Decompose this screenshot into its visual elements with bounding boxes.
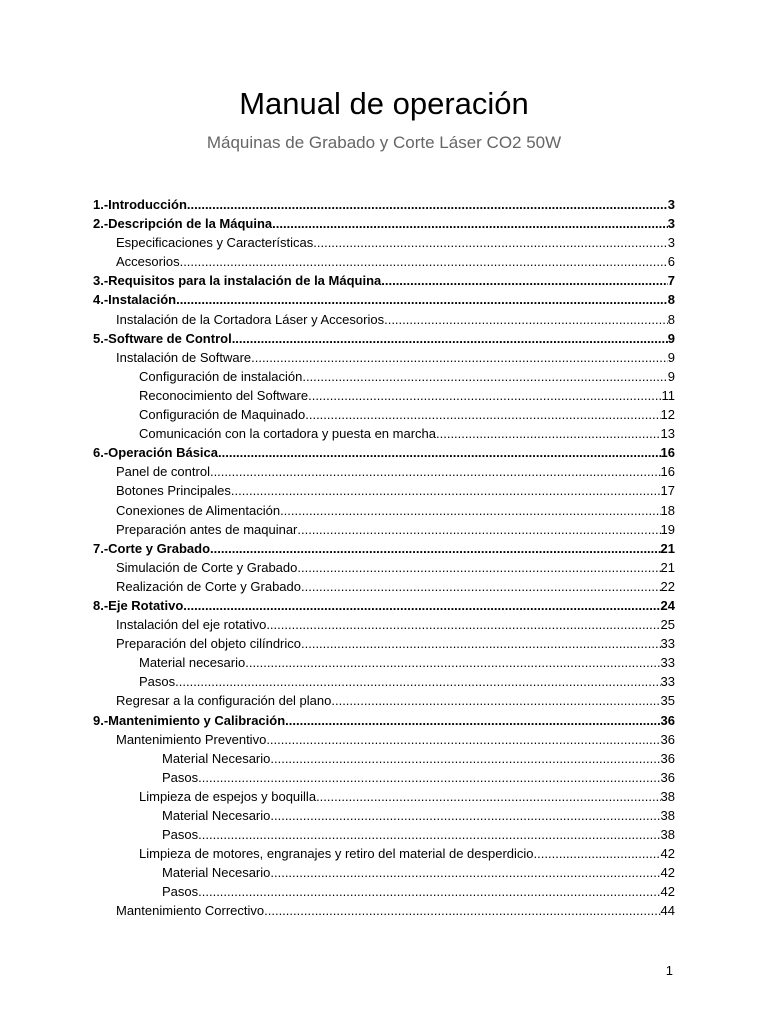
- toc-entry[interactable]: [93, 577, 675, 596]
- toc-entry[interactable]: [93, 901, 675, 920]
- document-subtitle: Máquinas de Grabado y Corte Láser CO2 50W: [206, 133, 562, 152]
- toc-entry[interactable]: [93, 768, 675, 787]
- toc-dot-leader: [331, 691, 660, 710]
- toc-entry[interactable]: [93, 653, 675, 672]
- toc-entry-page: 38: [660, 827, 675, 843]
- toc-dot-leader: [218, 443, 661, 462]
- toc-entry-page: 33: [660, 655, 675, 671]
- toc-dot-leader: [301, 634, 661, 653]
- toc-dot-leader: [381, 271, 668, 290]
- toc-entry[interactable]: [93, 634, 675, 653]
- toc-dot-leader: [384, 310, 668, 329]
- toc-entry-page: 33: [660, 674, 675, 690]
- toc-entry-page: 3: [667, 197, 675, 212]
- toc-dot-leader: [297, 520, 660, 539]
- toc-entry[interactable]: [93, 501, 675, 520]
- toc-entry[interactable]: [93, 443, 675, 462]
- toc-entry-page: 18: [660, 502, 675, 518]
- toc-entry-title: 8.-Eje Rotativo: [93, 597, 184, 613]
- toc-entry[interactable]: [93, 329, 675, 348]
- toc-entry-page: 11: [661, 387, 675, 403]
- toc-entry-title: Realización de Corte y Grabado: [116, 578, 301, 594]
- toc-entry-title: Material necesario: [139, 655, 246, 671]
- toc-entry-title: Pasos: [162, 827, 199, 843]
- toc-entry-title: Accesorios: [116, 254, 180, 270]
- toc-entry-title: 3.-Requisitos para la instalación de la Máquina: [93, 273, 382, 289]
- toc-entry-title: Especificaciones y Características: [116, 235, 314, 251]
- toc-entry-page: 9: [667, 368, 675, 384]
- toc-entry[interactable]: [93, 348, 675, 367]
- toc-entry[interactable]: [93, 691, 675, 710]
- toc-dot-leader: [175, 672, 660, 691]
- toc-entry[interactable]: [93, 882, 675, 901]
- toc-entry[interactable]: [93, 195, 675, 214]
- toc-entry-page: 19: [660, 521, 675, 537]
- toc-entry-page: 8: [667, 311, 675, 327]
- toc-entry[interactable]: [93, 711, 675, 730]
- toc-entry[interactable]: [93, 596, 675, 615]
- toc-entry-title: Material Necesario: [162, 865, 271, 881]
- toc-entry[interactable]: [93, 806, 675, 825]
- toc-entry-page: 17: [660, 483, 675, 499]
- toc-entry-title: 4.-Instalación: [93, 292, 177, 308]
- toc-dot-leader: [198, 882, 660, 901]
- toc-entry-title: Preparación del objeto cilíndrico: [116, 636, 301, 652]
- toc-entry[interactable]: [93, 730, 675, 749]
- toc-entry[interactable]: [93, 844, 675, 863]
- toc-entry-page: 9: [667, 349, 675, 365]
- toc-entry-title: Configuración de Maquinado: [139, 407, 306, 423]
- toc-entry[interactable]: [93, 424, 675, 443]
- toc-entry-page: 24: [660, 597, 675, 613]
- toc-entry[interactable]: [93, 405, 675, 424]
- toc-dot-leader: [270, 863, 660, 882]
- toc-entry-page: 21: [660, 559, 675, 575]
- toc-entry-title: Pasos: [162, 769, 199, 785]
- toc-entry[interactable]: [93, 233, 675, 252]
- toc-entry[interactable]: [93, 520, 675, 539]
- toc-entry-page: 42: [660, 846, 675, 862]
- toc-entry[interactable]: [93, 558, 675, 577]
- toc-entry[interactable]: [93, 214, 675, 233]
- toc-dot-leader: [176, 290, 668, 309]
- toc-dot-leader: [245, 653, 660, 672]
- toc-entry-page: 38: [660, 788, 675, 804]
- toc-entry-title: Simulación de Corte y Grabado: [116, 559, 298, 575]
- toc-entry[interactable]: [93, 749, 675, 768]
- toc-dot-leader: [534, 844, 661, 863]
- toc-dot-leader: [187, 195, 668, 214]
- toc-dot-leader: [198, 768, 660, 787]
- toc-entry-page: 44: [660, 903, 675, 919]
- toc-dot-leader: [251, 348, 668, 367]
- toc-entry-title: 5.-Software de Control: [93, 330, 232, 346]
- toc-entry-title: 6.-Operación Básica: [93, 445, 218, 461]
- toc-entry[interactable]: [93, 290, 675, 309]
- toc-entry-page: 6: [667, 254, 675, 270]
- toc-entry-page: 8: [667, 292, 675, 308]
- toc-entry-page: 16: [660, 445, 675, 461]
- toc-dot-leader: [285, 711, 660, 730]
- toc-entry-title: Instalación de la Cortadora Láser y Accesorios: [116, 311, 385, 327]
- toc-entry-title: Configuración de instalación: [139, 368, 303, 384]
- toc-entry-page: 9: [667, 330, 675, 346]
- toc-entry-page: 38: [660, 808, 675, 823]
- toc-dot-leader: [280, 501, 660, 520]
- toc-entry[interactable]: [93, 310, 675, 329]
- toc-entry-title: Mantenimiento Preventivo: [116, 731, 267, 747]
- toc-dot-leader: [210, 539, 661, 558]
- toc-dot-leader: [313, 233, 668, 252]
- toc-entry-title: Instalación del eje rotativo: [116, 617, 267, 633]
- toc-dot-leader: [302, 367, 667, 386]
- toc-dot-leader: [231, 481, 661, 500]
- toc-entry[interactable]: [93, 481, 675, 500]
- toc-entry-page: 36: [660, 731, 675, 747]
- toc-entry-title: Preparación antes de maquinar: [116, 521, 298, 537]
- toc-entry[interactable]: [93, 386, 675, 405]
- toc-dot-leader: [180, 252, 668, 271]
- toc-entry[interactable]: [93, 672, 675, 691]
- toc-entry[interactable]: [93, 539, 675, 558]
- toc-dot-leader: [266, 730, 660, 749]
- toc-entry-title: Botones Principales: [116, 483, 231, 499]
- toc-entry-page: 35: [660, 693, 675, 709]
- toc-dot-leader: [316, 787, 660, 806]
- toc-entry-page: 3: [667, 216, 675, 232]
- toc-entry-page: 25: [660, 617, 675, 633]
- toc-entry-page: 42: [660, 865, 675, 881]
- toc-dot-leader: [297, 558, 660, 577]
- toc-entry-page: 33: [660, 636, 675, 652]
- toc-entry-page: 13: [660, 426, 675, 442]
- toc-dot-leader: [270, 749, 660, 768]
- toc-entry-page: 42: [660, 884, 675, 900]
- toc-dot-leader: [272, 214, 668, 233]
- toc-entry-title: 1.-Introducción: [93, 197, 187, 212]
- toc-dot-leader: [436, 424, 661, 443]
- toc-entry-page: 7: [667, 273, 675, 289]
- toc-entry-title: Limpieza de espejos y boquilla: [139, 788, 317, 804]
- toc-dot-leader: [266, 615, 660, 634]
- toc-entry-title: Regresar a la configuración del plano: [116, 693, 332, 709]
- toc-entry[interactable]: [93, 271, 675, 290]
- toc-entry-title: 9.-Mantenimiento y Calibración: [93, 712, 286, 728]
- toc-entry-title: Panel de control: [116, 464, 210, 480]
- toc-entry-title: Material Necesario: [162, 750, 271, 766]
- toc-dot-leader: [198, 825, 660, 844]
- toc-entry-page: 22: [660, 578, 675, 594]
- toc-entry-title: Pasos: [139, 674, 176, 690]
- toc-entry[interactable]: [93, 615, 675, 634]
- toc-dot-leader: [270, 806, 660, 825]
- toc-entry-page: 3: [667, 235, 675, 251]
- page-number: 1: [665, 963, 673, 978]
- toc-entry[interactable]: [93, 863, 675, 882]
- toc-dot-leader: [183, 596, 660, 615]
- toc-entry-title: Comunicación con la cortadora y puesta en marcha: [139, 426, 436, 442]
- toc-entry-page: 36: [660, 712, 675, 728]
- toc-dot-leader: [301, 577, 661, 596]
- toc-entry[interactable]: [93, 367, 675, 386]
- toc-entry[interactable]: [93, 252, 675, 271]
- toc-entry-title: Material Necesario: [162, 808, 271, 823]
- toc-entry-title: 7.-Corte y Grabado: [93, 540, 211, 556]
- toc-entry-title: Instalación de Software: [116, 349, 252, 365]
- toc-entry-title: Mantenimiento Correctivo: [116, 903, 265, 919]
- toc-entry[interactable]: [93, 462, 675, 481]
- toc-entry[interactable]: [93, 825, 675, 844]
- toc-dot-leader: [264, 901, 660, 920]
- toc-entry-page: 21: [660, 540, 675, 556]
- toc-entry[interactable]: [93, 787, 675, 806]
- toc-entry-page: 16: [660, 464, 675, 480]
- toc-entry-title: Conexiones de Alimentación: [116, 502, 281, 518]
- document-title: Manual de operación: [239, 86, 529, 121]
- toc-dot-leader: [210, 462, 661, 481]
- toc-entry-page: 12: [660, 407, 675, 423]
- toc-entry-title: Reconocimiento del Software: [139, 387, 309, 403]
- toc-dot-leader: [308, 386, 661, 405]
- toc-entry-title: 2.-Descripción de la Máquina: [93, 216, 273, 232]
- toc-entry-page: 36: [660, 769, 675, 785]
- toc-entry-title: Limpieza de motores, engranajes y retiro del material de desperdicio: [139, 846, 534, 862]
- toc-entry-page: 36: [660, 750, 675, 766]
- toc-dot-leader: [305, 405, 660, 424]
- table-of-contents: [93, 195, 675, 921]
- toc-entry-title: Pasos: [162, 884, 199, 900]
- toc-dot-leader: [232, 329, 668, 348]
